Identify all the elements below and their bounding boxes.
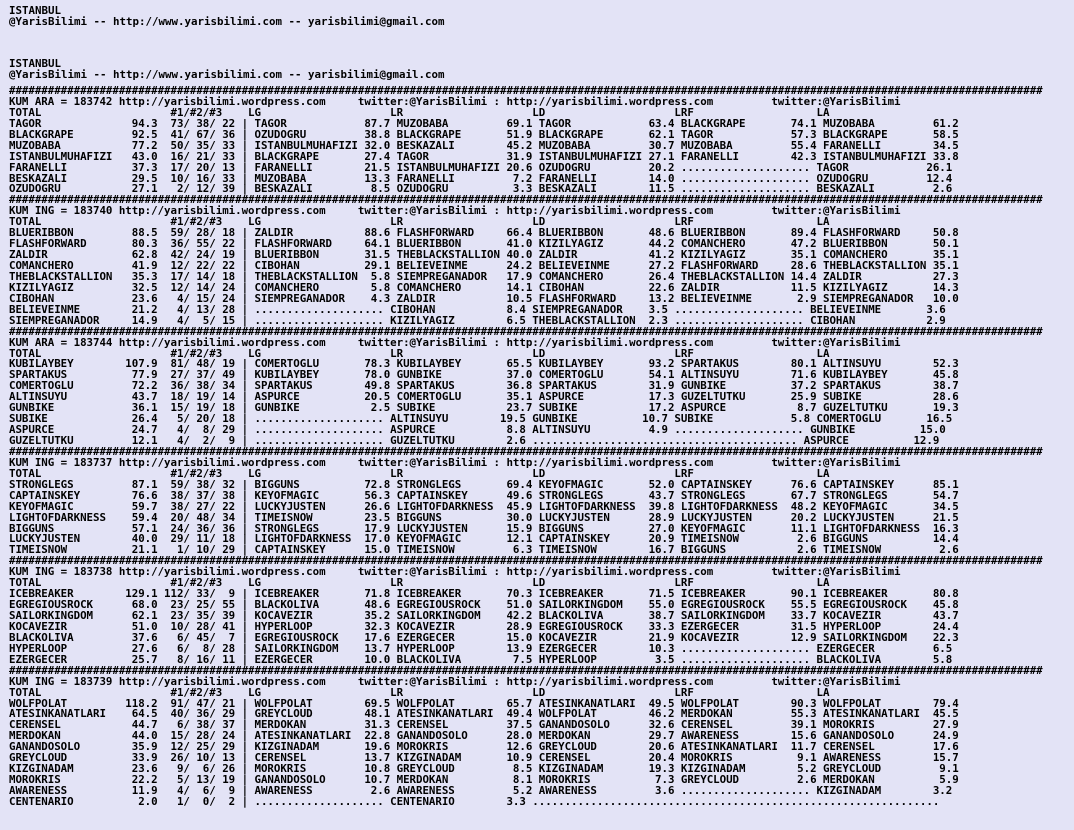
report-line: HYPERLOOP 27.6 6/ 8/ 28 | SAILORKINGDOM 13.7 HYPERLOOP 13.9 EZERGECER 10.3 .................... EZERGECER 6.5 <box>9 641 953 655</box>
header-city-2: ISTANBUL <box>9 57 62 70</box>
report-line: TOTAL #1/#2/#3 LG LR LD LRF LA <box>9 466 830 480</box>
report-line: ZALDIR 62.8 42/ 24/ 19 | BLUERIBBON 31.5 THEBLACKSTALLION 40.0 ZALDIR 41.2 KIZILYAGIZ 35.1 COMANCHERO 35.1 <box>9 248 959 262</box>
report-line: SUBIKE 26.4 5/ 20/ 18 | .................... ALTINSUYU 19.5 GUNBIKE 10.7 SUBIKE 5.8 COMERTOGLU 16.5 <box>9 412 953 426</box>
report-line: GUNBIKE 36.1 15/ 19/ 18 | GUNBIKE 2.5 SUBIKE 23.7 SUBIKE 17.2 ASPURCE 8.7 GUZELTUTKU 19.3 <box>9 401 959 415</box>
report-line: KOCAVEZIR 51.0 10/ 28/ 41 | HYPERLOOP 32.3 KOCAVEZIR 28.9 EGREGIOUSROCK 33.3 EZERGECER 31.5 HYPERLOOP 24.4 <box>9 619 959 633</box>
report-line: ATESINKANATLARI 64.5 40/ 36/ 29 | GREYCLOUD 48.1 ATESINKANATLARI 49.4 WOLFPOLAT 46.2 MERDOKAN 55.3 ATESINKANATLARI 45.5 <box>9 707 959 721</box>
report-line: BLUERIBBON 88.5 59/ 28/ 18 | ZALDIR 88.6 FLASHFORWARD 66.4 BLUERIBBON 48.6 BLUERIBBON 89.4 FLASHFORWARD 50.8 <box>9 226 959 240</box>
report-line: FARANELLI 37.3 17/ 20/ 13 | FARANELLI 21.5 ISTANBULMUHAFIZI 20.6 OZUDOGRU 20.2 .................... TAGOR 26.1 <box>9 160 953 174</box>
report-line: EGREGIOUSROCK 68.0 23/ 25/ 55 | BLACKOLIVA 48.6 EGREGIOUSROCK 51.0 SAILORKINGDOM 55.0 EGREGIOUSROCK 55.5 EGREGIOUSROCK 45.8 <box>9 598 959 612</box>
report-line: SPARTAKUS 77.9 27/ 37/ 49 | KUBILAYBEY 78.0 GUNBIKE 37.0 COMERTOGLU 54.1 ALTINSUYU 71.6 KUBILAYBEY 45.8 <box>9 368 959 382</box>
header-city: ISTANBUL <box>9 4 62 17</box>
report-line: CERENSEL 44.7 6/ 38/ 37 | MERDOKAN 31.3 CERENSEL 37.5 GANANDOSOLO 32.6 CERENSEL 39.1 MOROKRIS 27.9 <box>9 718 959 732</box>
report-line: LUCKYJUSTEN 40.0 29/ 11/ 18 | LIGHTOFDARKNESS 17.0 KEYOFMAGIC 12.1 CAPTAINSKEY 20.9 TIMEISNOW 2.6 BIGGUNS 14.4 <box>9 532 959 546</box>
separator-line: ################################################################################################################################################################ <box>9 554 1043 568</box>
report-line: STRONGLEGS 87.1 59/ 38/ 32 | BIGGUNS 72.8 STRONGLEGS 69.4 KEYOFMAGIC 52.0 CAPTAINSKEY 76.6 CAPTAINSKEY 85.1 <box>9 477 959 491</box>
spacer <box>9 27 1074 59</box>
report-line: BELIEVEINME 21.2 4/ 13/ 28 | .................... CIBOHAN 8.4 SIEMPREGANADOR 3.5 .................... BELIEVEINME 3.6 <box>9 302 946 316</box>
separator-line: ################################################################################################################################################################ <box>9 444 1043 458</box>
report-line: TOTAL #1/#2/#3 LG LR LD LRF LA <box>9 105 830 119</box>
report-line: KUM ING = 183740 http://yarisbilimi.wordpress.com twitter:@YarisBilimi : http://yarisbilimi.wordpress.com twitter:@YarisBilimi <box>9 204 901 218</box>
report-line: MERDOKAN 44.0 15/ 28/ 24 | ATESINKANATLARI 22.8 GANANDOSOLO 28.0 MERDOKAN 29.7 AWARENESS 15.6 GANANDOSOLO 24.9 <box>9 729 959 743</box>
report-line: FLASHFORWARD 80.3 36/ 55/ 22 | FLASHFORWARD 64.1 BLUERIBBON 41.0 KIZILYAGIZ 44.2 COMANCHERO 47.2 BLUERIBBON 50.1 <box>9 237 959 251</box>
report-line: TAGOR 94.3 73/ 38/ 22 | TAGOR 87.7 MUZOBABA 69.1 TAGOR 63.4 BLACKGRAPE 74.1 MUZOBABA 61.2 <box>9 116 959 130</box>
report-line: SIEMPREGANADOR 14.9 4/ 5/ 15 | .................... KIZILYAGIZ 6.5 THEBLACKSTALLION 2.3 .................... CIBOHAN 2.9 <box>9 313 946 327</box>
report-line: COMANCHERO 41.9 12/ 22/ 22 | CIBOHAN 29.1 BELIEVEINME 24.2 BELIEVEINME 27.2 FLASHFORWARD 28.6 THEBLACKSTALLION 35.1 <box>9 259 959 272</box>
report-line: BIGGUNS 57.1 24/ 36/ 36 | STRONGLEGS 17.9 LUCKYJUSTEN 15.9 BIGGUNS 27.0 KEYOFMAGIC 11.1 LIGHTOFDARKNESS 16.3 <box>9 521 959 535</box>
report-line: GREYCLOUD 33.9 26/ 10/ 13 | CERENSEL 13.7 KIZGINADAM 10.9 CERENSEL 20.4 MOROKRIS 9.1 AWARENESS 15.7 <box>9 751 959 765</box>
report-line: TIMEISNOW 21.1 1/ 10/ 29 | CAPTAINSKEY 15.0 TIMEISNOW 6.3 TIMEISNOW 16.7 BIGGUNS 2.6 TIMEISNOW 2.6 <box>9 543 959 557</box>
separator-line: ################################################################################################################################################################ <box>9 663 1043 677</box>
header-block <box>9 6 1074 27</box>
header-contact-2: @YarisBilimi -- http://www.yarisbilimi.com -- yarisbilimi@gmail.com <box>9 67 445 81</box>
separator-line: ################################################################################################################################################################ <box>9 324 1043 338</box>
report-line: COMERTOGLU 72.2 36/ 38/ 34 | SPARTAKUS 49.8 SPARTAKUS 36.8 SPARTAKUS 31.9 GUNBIKE 37.2 SPARTAKUS 38.7 <box>9 379 959 393</box>
report-line: MOROKRIS 22.2 5/ 13/ 19 | GANANDOSOLO 10.7 MERDOKAN 8.1 MOROKRIS 7.3 GREYCLOUD 2.6 MERDOKAN 5.9 <box>9 773 959 787</box>
separator-line: ################################################################################################################################################################ <box>9 84 1043 97</box>
report-line: TOTAL #1/#2/#3 LG LR LD LRF LA <box>9 346 830 360</box>
report-line: ISTANBULMUHAFIZI 43.0 16/ 21/ 33 | BLACKGRAPE 27.4 TAGOR 31.9 ISTANBULMUHAFIZI 27.1 FARANELLI 42.3 ISTANBULMUHAFIZI 33.8 <box>9 149 959 163</box>
report-line: KUM ARA = 183742 http://yarisbilimi.wordpress.com twitter:@YarisBilimi : http://yarisbilimi.wordpress.com twitter:@YarisBilimi <box>9 94 901 108</box>
report-line: KUM ING = 183737 http://yarisbilimi.wordpress.com twitter:@YarisBilimi : http://yarisbilimi.wordpress.com twitter:@YarisBilimi <box>9 455 901 469</box>
report-line: BLACKGRAPE 92.5 41/ 67/ 36 | OZUDOGRU 38.8 BLACKGRAPE 51.9 BLACKGRAPE 62.1 TAGOR 57.3 BLACKGRAPE 58.5 <box>9 127 959 141</box>
report-line: CIBOHAN 23.6 4/ 15/ 24 | SIEMPREGANADOR 4.3 ZALDIR 10.5 FLASHFORWARD 13.2 BELIEVEINME 2.9 SIEMPREGANADOR 10.0 <box>9 291 959 305</box>
report-line: KIZGINADAM 23.6 9/ 6/ 26 | MOROKRIS 10.8 GREYCLOUD 8.5 KIZGINADAM 19.3 KIZGINADAM 5.2 GREYCLOUD 9.1 <box>9 762 959 776</box>
report-line: TOTAL #1/#2/#3 LG LR LD LRF LA <box>9 685 830 699</box>
report-line: EZERGECER 25.7 8/ 16/ 11 | EZERGECER 10.0 BLACKOLIVA 7.5 HYPERLOOP 3.5 .................... BLACKOLIVA 5.8 <box>9 652 953 666</box>
report-line: GUZELTUTKU 12.1 4/ 2/ 9 | .................... GUZELTUTKU 2.6 ......................................... ASPURCE 12.9 <box>9 434 940 447</box>
report-line: KIZILYAGIZ 32.5 12/ 14/ 24 | COMANCHERO 5.8 COMANCHERO 14.1 CIBOHAN 22.6 ZALDIR 11.5 KIZILYAGIZ 14.3 <box>9 280 959 294</box>
report-line: KUM ARA = 183744 http://yarisbilimi.wordpress.com twitter:@YarisBilimi : http://yarisbilimi.wordpress.com twitter:@YarisBilimi <box>9 335 901 349</box>
report-line: CENTENARIO 2.0 1/ 0/ 2 | .................... CENTENARIO 3.3 ............................................................... <box>9 794 940 808</box>
report-line: KEYOFMAGIC 59.7 38/ 27/ 22 | LUCKYJUSTEN 26.6 LIGHTOFDARKNESS 45.9 LIGHTOFDARKNESS 39.8 LIGHTOFDARKNESS 48.2 KEYOFMAGIC 34.5 <box>9 499 959 513</box>
report-line: TOTAL #1/#2/#3 LG LR LD LRF LA <box>9 576 830 590</box>
report-line: KUM ING = 183738 http://yarisbilimi.wordpress.com twitter:@YarisBilimi : http://yarisbilimi.wordpress.com twitter:@YarisBilimi <box>9 565 901 579</box>
report-line: SAILORKINGDOM 62.1 23/ 35/ 39 | KOCAVEZIR 35.2 SAILORKINGDOM 42.2 BLACKOLIVA 38.7 SAILORKINGDOM 33.7 KOCAVEZIR 43.7 <box>9 609 959 622</box>
report-line: MUZOBABA 77.2 50/ 35/ 33 | ISTANBULMUHAFIZI 32.0 BESKAZALI 45.2 MUZOBABA 30.7 MUZOBABA 55.4 FARANELLI 34.5 <box>9 138 959 152</box>
report-line: ALTINSUYU 43.7 18/ 19/ 14 | ASPURCE 20.5 COMERTOGLU 35.1 ASPURCE 17.3 GUZELTUTKU 25.9 SUBIKE 28.6 <box>9 390 959 404</box>
report-line: GANANDOSOLO 35.9 12/ 25/ 29 | KIZGINADAM 19.6 MOROKRIS 12.6 GREYCLOUD 20.6 ATESINKANATLARI 11.7 CERENSEL 17.6 <box>9 740 959 754</box>
report-line: TOTAL #1/#2/#3 LG LR LD LRF LA <box>9 215 830 229</box>
separator-line: ################################################################################################################################################################ <box>9 193 1043 207</box>
report-line: THEBLACKSTALLION 35.3 17/ 14/ 18 | THEBLACKSTALLION 5.8 SIEMPREGANADOR 17.9 COMANCHERO 26.4 THEBLACKSTALLION 14.4 ZALDIR 27.3 <box>9 269 959 283</box>
report-line: OZUDOGRU 27.1 2/ 12/ 39 | BESKAZALI 8.5 OZUDOGRU 3.3 BESKAZALI 11.5 .................... BESKAZALI 2.6 <box>9 182 953 196</box>
race-report <box>9 86 1074 808</box>
header-contact: @YarisBilimi -- http://www.yarisbilimi.com -- yarisbilimi@gmail.com <box>9 14 445 28</box>
report-line: KUBILAYBEY 107.9 81/ 48/ 19 | COMERTOGLU 78.3 KUBILAYBEY 65.5 KUBILAYBEY 93.2 SPARTAKUS 80.1 ALTINSUYU 52.3 <box>9 357 959 371</box>
report-line: AWARENESS 11.9 4/ 6/ 9 | AWARENESS 2.6 AWARENESS 5.2 AWARENESS 3.6 .................... KIZGINADAM 3.2 <box>9 784 953 797</box>
report-line: ICEBREAKER 129.1 112/ 33/ 9 | ICEBREAKER 71.8 ICEBREAKER 70.3 ICEBREAKER 71.5 ICEBREAKER 90.1 ICEBREAKER 80.8 <box>9 587 959 601</box>
report-line: CAPTAINSKEY 76.6 38/ 37/ 38 | KEYOFMAGIC 56.3 CAPTAINSKEY 49.6 STRONGLEGS 43.7 STRONGLEGS 67.7 STRONGLEGS 54.7 <box>9 488 959 502</box>
report-line: WOLFPOLAT 118.2 91/ 47/ 21 | WOLFPOLAT 69.5 WOLFPOLAT 65.7 ATESINKANATLARI 49.5 WOLFPOLAT 90.3 WOLFPOLAT 79.4 <box>9 696 959 710</box>
report-line: KUM ING = 183739 http://yarisbilimi.wordpress.com twitter:@YarisBilimi : http://yarisbilimi.wordpress.com twitter:@YarisBilimi <box>9 674 901 688</box>
report-line: ASPURCE 24.7 4/ 8/ 29 | .................... ASPURCE 8.8 ALTINSUYU 4.9 .................... GUNBIKE 15.0 <box>9 423 946 437</box>
report-line: BLACKOLIVA 37.6 6/ 45/ 7 | EGREGIOUSROCK 17.6 EZERGECER 15.0 KOCAVEZIR 21.9 KOCAVEZIR 12.9 SAILORKINGDOM 22.3 <box>9 630 959 644</box>
report-line: BESKAZALI 29.5 10/ 16/ 33 | MUZOBABA 13.3 FARANELLI 7.2 FARANELLI 14.0 .................... OZUDOGRU 12.4 <box>9 171 953 185</box>
report-line: LIGHTOFDARKNESS 59.4 20/ 48/ 34 | TIMEISNOW 23.5 BIGGUNS 30.0 LUCKYJUSTEN 28.9 LUCKYJUSTEN 20.2 LUCKYJUSTEN 21.5 <box>9 510 959 524</box>
header-block-2 <box>9 59 1074 80</box>
